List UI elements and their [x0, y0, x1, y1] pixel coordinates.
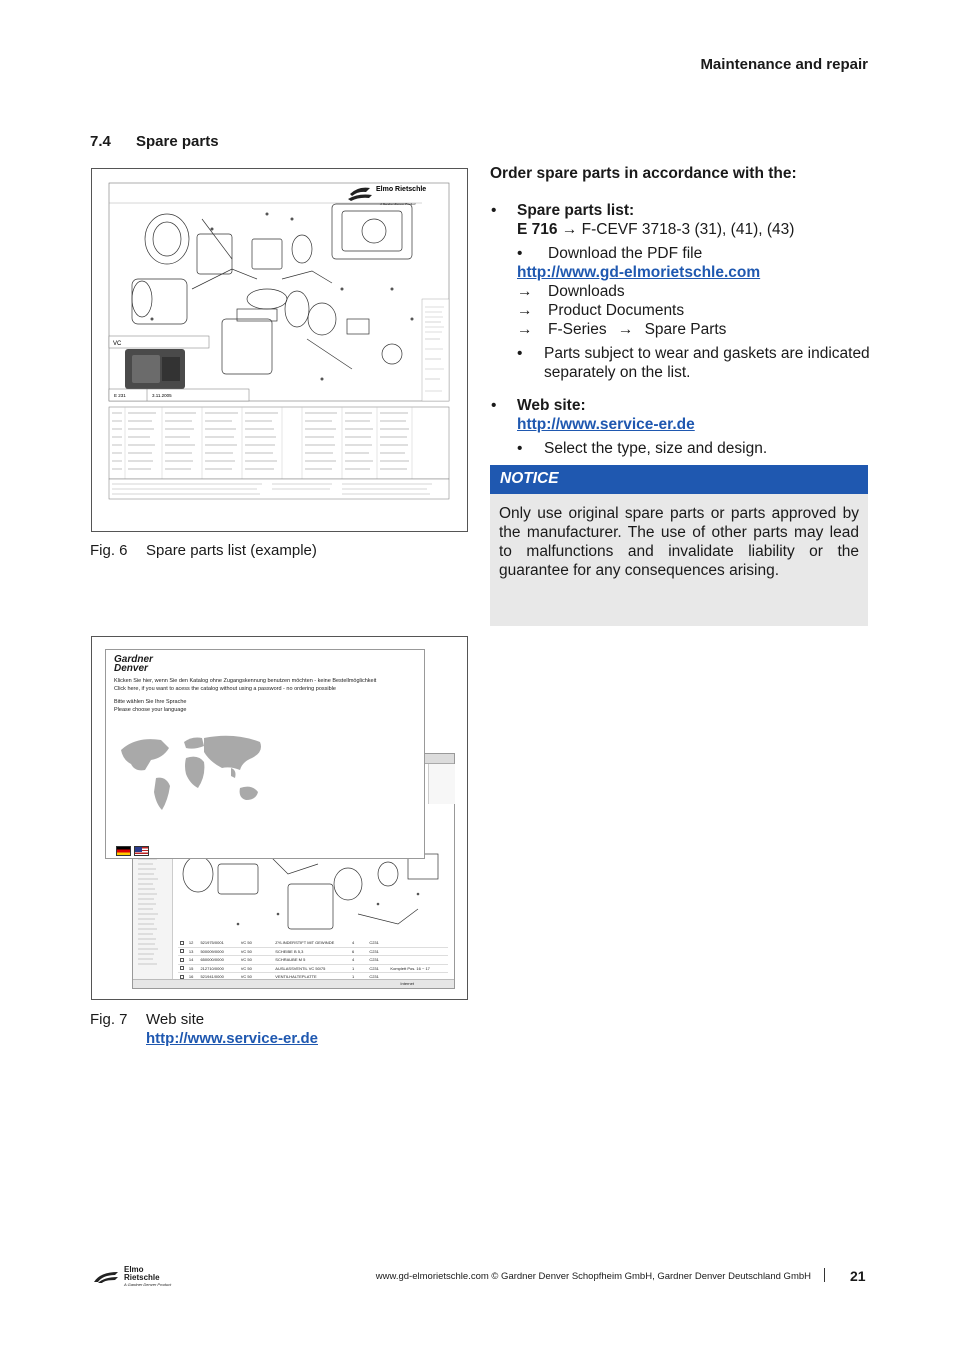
row-checkbox[interactable] [180, 966, 184, 970]
figure-7-link[interactable]: http://www.service-er.de [146, 1030, 318, 1047]
download-text: Download the PDF file [548, 245, 703, 262]
nav-product-documents [517, 301, 870, 320]
cell-qty: 1 [352, 974, 355, 979]
cell-no: 500009/0000 [200, 948, 224, 954]
row-checkbox[interactable] [180, 975, 184, 979]
nav-f-series [517, 320, 870, 339]
footer-copyright: © Gardner Denver Schopfheim GmbH, Gardner Denver Deutschland GmbH [491, 1271, 811, 1282]
cell-code: C231 [369, 940, 379, 945]
fig6-doc-date: 3.11.2005 [152, 393, 172, 398]
spare-parts-list-title: Spare parts list: [517, 202, 635, 219]
bullet-dot: • [491, 397, 497, 414]
footer-logo [92, 1266, 171, 1288]
section-heading [90, 133, 219, 150]
gd-logo-text: Gardner Denver [114, 654, 153, 674]
arrow-icon: → [517, 321, 533, 338]
nav-downloads [517, 282, 870, 301]
overlay-text [114, 677, 420, 714]
select-type-text: Select the type, size and design. [544, 440, 768, 457]
cell-no: 650000/0000 [200, 957, 224, 962]
download-link[interactable]: http://www.gd-elmorietschle.com [517, 264, 761, 281]
cell-type: VC 50 [240, 965, 252, 971]
figure-7-caption [90, 1010, 318, 1048]
overlay-lang-en: Please choose your language [114, 707, 187, 713]
sub-select-type [517, 439, 870, 458]
table-row[interactable] [178, 965, 448, 974]
cell-note [390, 948, 448, 956]
footer-logo-sub: A Gardner Denver Product [124, 1282, 172, 1287]
cell-code: C231 [369, 965, 379, 971]
cell-desc: SCHEIBE B 5,3 [275, 948, 304, 954]
figure-website-screenshot [91, 636, 468, 1000]
figure-7-number: Fig. 7 [90, 1011, 128, 1028]
cell-desc: ZYLINDERSTIFT MIT GEWINDE [275, 940, 335, 945]
sub-download [517, 244, 870, 263]
cell-type: VC 50 [240, 940, 252, 945]
cell-type: VC 50 [240, 948, 252, 954]
footer-logo-line-2: Rietschle [124, 1273, 160, 1282]
web-site-title: Web site: [517, 397, 586, 414]
fig6-brand-sub: A Gardner Denver Product [380, 202, 416, 206]
arrow-icon: → [617, 321, 634, 338]
section-number: 7.4 [90, 133, 111, 150]
cell-pos: 12 [188, 940, 194, 945]
bullet-web-site [490, 396, 870, 458]
row-checkbox[interactable] [180, 949, 184, 953]
notice-title: NOTICE [490, 465, 868, 494]
status-bar [133, 979, 454, 988]
bullet-dot: • [491, 202, 497, 219]
world-map [116, 730, 271, 830]
wear-parts-text: Parts subject to wear and gaskets are indicated separately on the list. [544, 345, 870, 381]
overlay-line-1: Klicken Sie hier, wenn Sie den Katalog ohne Zugangskennung benutzen möchten - keine Bestellmöglichkeit [114, 678, 377, 684]
sub-bullet-dot: • [517, 245, 523, 262]
figure-7-text: Web site [146, 1011, 205, 1028]
spare-parts-drawing [92, 169, 468, 532]
cell-note: Komplett Pos. 16 ~ 17 [390, 965, 430, 971]
arrow-icon: → [517, 283, 533, 300]
notice-box [490, 465, 868, 626]
table-row[interactable] [178, 939, 448, 948]
cell-pos: 15 [188, 965, 194, 971]
cell-code: C231 [369, 948, 379, 954]
row-checkbox[interactable] [180, 941, 184, 945]
intro-text: Order spare parts in accordance with the: [490, 165, 797, 182]
cell-desc: VENTILHALTEPLATTE [275, 974, 317, 979]
table-row[interactable] [178, 948, 448, 957]
cell-code: C231 [369, 974, 379, 979]
language-flags [116, 846, 149, 856]
footer-logo-line-1: Elmo [124, 1265, 144, 1274]
figure-spare-parts-list [91, 168, 468, 532]
notice-body: Only use original spare parts or parts approved by the manufacturer. The use of other parts may lead to malfunctions and invalidate liability or the guarantee for any consequences arising. [490, 494, 868, 626]
figure-6-caption [90, 542, 317, 559]
arrow-icon: → [561, 221, 578, 238]
cell-pos: 16 [188, 974, 194, 979]
footer-divider [824, 1268, 825, 1282]
flag-us-icon[interactable] [134, 846, 149, 856]
figure-6-number: Fig. 6 [90, 542, 128, 559]
gd-logo [114, 655, 169, 673]
overlay-lang-de: Bitte wählen Sie Ihre Sprache [114, 699, 187, 705]
row-checkbox[interactable] [180, 958, 184, 962]
cell-desc: AUSLASSVENTIL VC 50/75 [275, 965, 326, 971]
bullet-spare-parts-list [490, 201, 870, 382]
cell-qty: 4 [352, 940, 355, 945]
parts-table-rows [178, 939, 448, 982]
overlay-line-2: Click here, if you want to acess the catalog without using a password - no ordering possible [114, 686, 336, 692]
sub-wear-parts [517, 344, 870, 382]
cell-note [390, 939, 448, 947]
cell-qty: 6 [352, 948, 355, 954]
cell-qty: 4 [352, 957, 355, 962]
figure-6-text: Spare parts list (example) [146, 542, 317, 559]
instructions-column [490, 164, 870, 462]
fig6-doc-code: E 231 [114, 393, 126, 398]
nav-spare-parts-label: Spare Parts [644, 321, 727, 338]
sub-bullet-dot: • [517, 440, 523, 457]
cell-code: C231 [369, 957, 379, 962]
spare-parts-list-ref-line [517, 220, 870, 239]
web-site-link[interactable]: http://www.service-er.de [517, 416, 695, 433]
side-panel [428, 764, 455, 804]
cell-pos: 14 [188, 957, 194, 962]
footer-text [376, 1271, 811, 1282]
running-header: Maintenance and repair [700, 56, 868, 73]
flag-de-icon[interactable] [116, 846, 131, 856]
status-bar-text: Internet [400, 981, 414, 986]
spare-parts-code: E 716 [517, 221, 558, 238]
fig6-model: VC [113, 341, 122, 347]
section-title: Spare parts [136, 133, 219, 150]
cell-type: VC 50 [240, 957, 252, 962]
cell-pos: 13 [188, 948, 194, 954]
footer-url[interactable]: www.gd-elmorietschle.com [375, 1271, 489, 1282]
nav-downloads-label: Downloads [548, 283, 625, 300]
parts-table [178, 939, 448, 982]
spare-parts-ref: F-CEVF 3718-3 (31), (41), (43) [581, 221, 795, 238]
cell-no: 521941/0000 [200, 974, 224, 979]
page-number: 21 [850, 1268, 866, 1284]
cell-desc: SCHRAUBE M 5 [275, 957, 306, 962]
cell-note [390, 956, 448, 964]
elmo-rietschle-logo-icon [92, 1270, 120, 1284]
cell-qty: 1 [352, 965, 355, 971]
nav-product-documents-label: Product Documents [548, 302, 685, 319]
arrow-icon: → [517, 302, 533, 319]
fig6-brand: Elmo Rietschle [376, 186, 427, 193]
nav-f-series-label: F-Series [548, 321, 607, 338]
sub-bullet-dot: • [517, 345, 523, 362]
cell-no: 212710/0000 [200, 965, 224, 971]
gardner-denver-overlay [105, 649, 425, 859]
cell-no: 521975/0001 [200, 940, 224, 945]
table-row[interactable] [178, 956, 448, 965]
cell-type: VC 50 [240, 974, 252, 979]
